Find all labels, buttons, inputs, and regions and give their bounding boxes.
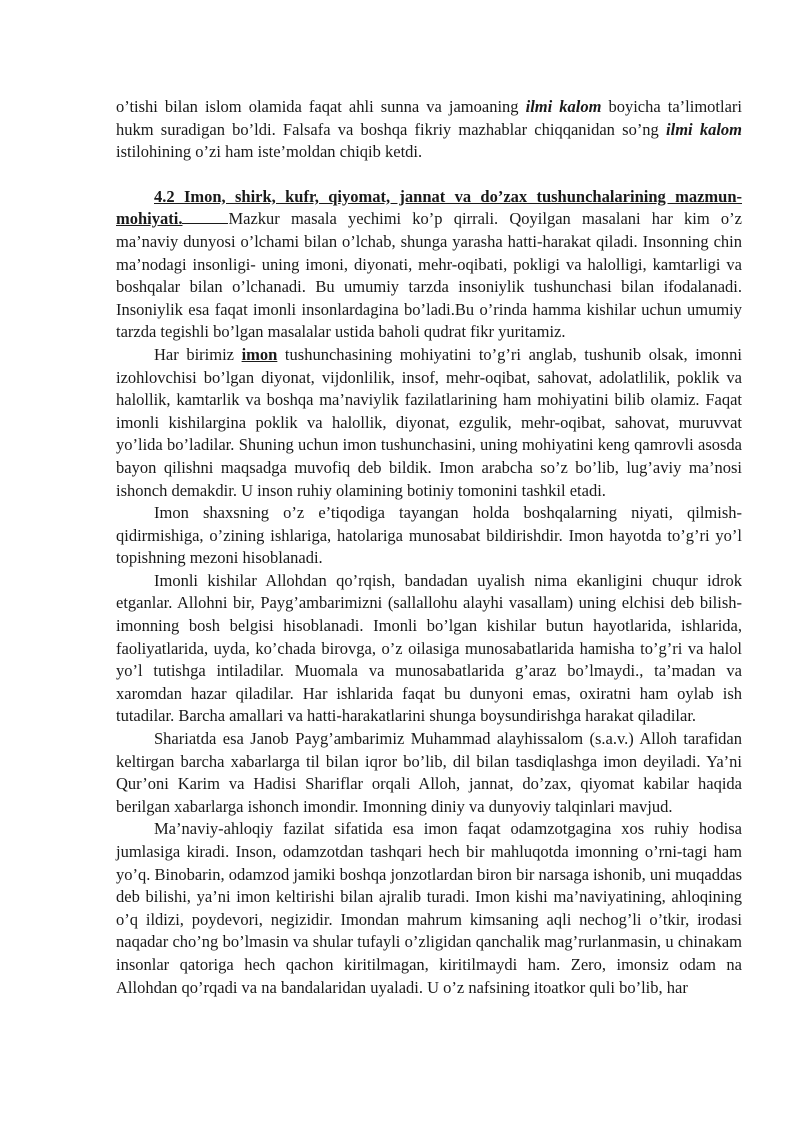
section-paragraph (116, 186, 742, 344)
paragraph-5: Imonli kishilar Allohdan qo’rqish, bandadan uyalish nima ekanligini chuqur idrok etganlar. Allohni bir, Payg’ambarimizni (sallallohu alayhi vasallam) uning elchisi deb bilish-imonning bosh belgisi hisoblanadi. Imonli bo’lgan kishilar butun hayotlarida, ishlarida, faoliyatlarida, uyda, ko’chada birovga, o’z oilasiga munosabatlarida hamisha to’g’ri va halol yo’l tutishga intiladilar. Muomala va munosabatlarida g’araz bo’lmaydi., ta’madan va xaromdan hazar qiladilar. Har ishlarida faqat bu dunyoni emas, oxiratni ham oylab ish tutadilar. Barcha amallari va hatti-harakatlarini shunga boysundirishga harakat qiladilar. (116, 570, 742, 726)
paragraph-intro: o’tishi bilan islom olamida faqat ahli sunna va jamoaning ilmi kalom boyicha ta’limotlari hukm suradigan bo’ldi. Falsafa va boshqa fikriy mazhablar chiqqanidan so’ng ilmi kalom istilohining o’zi ham iste’moldan chiqib ketdi. (116, 97, 742, 162)
paragraph-gap (116, 164, 742, 186)
key-term: imon (241, 344, 278, 364)
section-body: Mazkur masala yechimi ko’p qirrali. Qoyilgan masalani har kim o’z ma’naviy dunyosi o’lchami bilan o’lchab, shunga yarasha hatti-harakat qiladi. Insonning chin ma’nodagi insonligi- uning imoni, diyonati, mehr-oqibati, pokligi va halolligi, kamtarligi va boshqalar bilan o’lchanadi. Bu umumiy tarzda insoniylik tushunchasi bilan ifodalanadi. Insoniylik esa faqat imonli insonlardagina bo’ladi.Bu o’rinda hamma kishilar uchun umumiy tarzda tegishli bo’lgan masalalar ustida baholi qudrat fikr yuritamiz. (116, 209, 742, 342)
section-heading: 4.2 Imon, shirk, kufr, qiyomat, jannat va do’zax tushunchalarining mazmun-mohiyati. (116, 186, 742, 229)
paragraph-4: Imon shaxsning o’z e’tiqodiga tayangan holda boshqalarning niyati, qilmish-qidirmishiga, o’zining ishlariga, hatolariga munosabat bildirishdir. Imon hayotda to’g’ri yo’l topishning mezoni hisoblanadi. (116, 503, 742, 568)
paragraph-imon: Har birimiz imon tushunchasining mohiyatini to’g’ri anglab, tushunib olsak, imonni izohlovchisi bo’lgan diyonat, vijdonlilik, insof, mehr-oqibat, sahovat, adolatlilik, poklik va halollik, kamtarlik va boshqa ma’naviylik fazilatlarining ham mohiyatini bilib olamiz. Faqat imonli kishilargina poklik va halollik, diyonat, ezgulik, mehr-oqibat, sahovat, muruvvat yo’lida bo’ladilar. Shuning uchun imon tushunchasini, uning mohiyatini keng qamrovli asosda bayon qilishni maqsadga muvofiq deb bildik. Imon arabcha so’z bo’lib, lug’aviy ma’nosi ishonch demakdir. U inson ruhiy olamining botiniy tomonini tashkil etadi. (116, 344, 743, 500)
document-page (116, 96, 742, 999)
paragraph-6: Shariatda esa Janob Payg’ambarimiz Muhammad alayhissalom (s.a.v.) Alloh tarafidan keltirgan barcha xabarlarga til bilan iqror bo’lib, dil bilan tasdiqlashga imon deyiladi. Ya’ni Qur’oni Karim va Hadisi Shariflar orqali Alloh, jannat, do’zax, qiyomat kabilar haqida berilgan xabarlarga ishonch imondir. Imonning diniy va dunyoviy talqinlari mavjud. (116, 729, 742, 816)
emphasis-term: ilmi kalom (666, 119, 742, 139)
heading-underline-filler (182, 222, 228, 224)
paragraph-7: Ma’naviy-ahloqiy fazilat sifatida esa imon faqat odamzotgagina xos ruhiy hodisa jumlasiga kiradi. Inson, odamzotdan tashqari hech bir mahluqotda imonning o’rni-tagi ham yo’q. Binobarin, odamzod jamiki boshqa jonzotlardan biron bir narsaga ishonib, uni muqaddas deb bilishi, ya’ni imon keltirishi bilan ajralib turadi. Imon kishi ma’naviyatining, ahloqining o’q ildizi, poydevori, negizidir. Imondan mahrum kimsaning aqli nechog’li o’tkir, irodasi naqadar cho’ng bo’lmasin va shular tufayli o’zligidan qanchalik mag’rurlanmasin, u chinakam insonlar qatoriga hech qachon kiritilmagan, kiritilmaydi ham. Zero, imonsiz odam na Allohdan qo’rqadi va na bandalaridan uyaladi. U o’z nafsining itoatkor quli bo’lib, har (116, 819, 742, 997)
emphasis-term: ilmi kalom (525, 97, 602, 116)
